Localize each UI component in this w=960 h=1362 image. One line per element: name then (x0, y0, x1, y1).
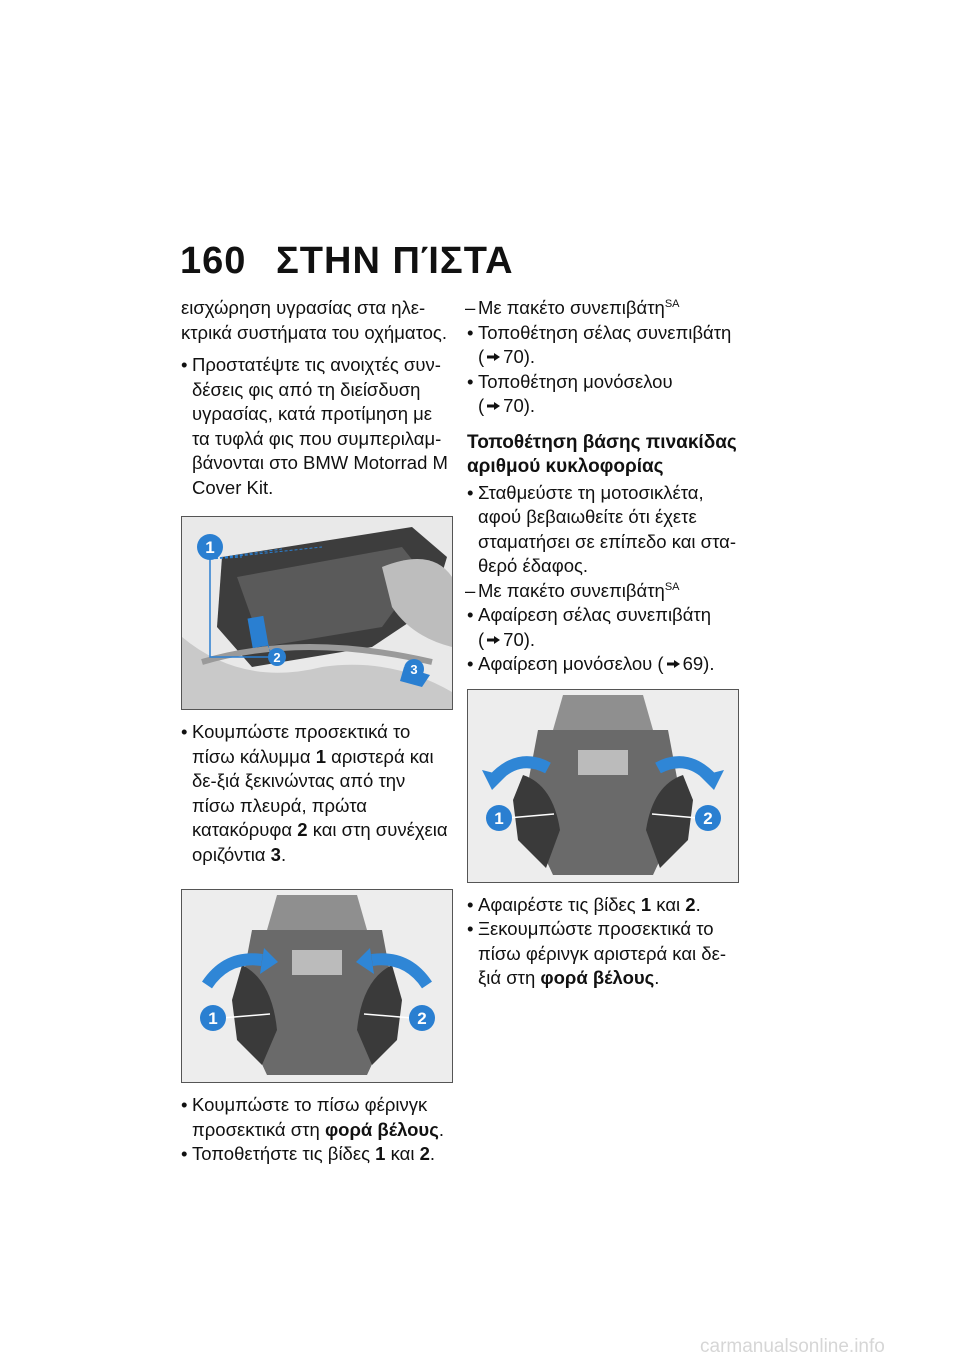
page-header (180, 240, 514, 283)
callout-2-label: 2 (417, 1009, 427, 1028)
figure-rear-cover-clips (181, 516, 453, 710)
step-remove-passenger-seat: • Αφαίρεση σέλας συνεπιβάτη ( 70). (467, 603, 739, 652)
figure-rear-fairing-install (181, 889, 453, 1083)
instruction-clip-fairing: • Κουμπώστε το πίσω φέρινγκ προσεκτικά στη φορά βέλους. (181, 1093, 453, 1142)
step-unclip-fairing: • Ξεκουμπώστε προσεκτικά το πίσω φέρινγκ αριστερά και δε-ξιά στη φορά βέλους. (467, 917, 739, 991)
step-install-passenger-seat: • Τοποθέτηση σέλας συνεπιβάτη ( 70). (467, 321, 739, 370)
instruction-clip-cover: • Κουμπώστε προσεκτικά το πίσω κάλυμμα 1 αριστερά και δε-ξιά ξεκινώντας από την πίσω πλευρά, πρώτα κατακόρυφα 2 και στη συνέχεια οριζόντια 3. (181, 720, 453, 867)
callout-1-label: 1 (205, 538, 215, 557)
callout-2-label: 2 (703, 808, 713, 828)
condition-passenger-pack-2: – Με πακέτο συνεπιβάτη$^{SA}$ (467, 579, 739, 604)
right-column (467, 296, 739, 991)
callout-1-label: 1 (494, 808, 504, 828)
section-heading: Τοποθέτηση βάσης πινακίδας αριθμού κυκλοφορίας (467, 431, 737, 477)
figure-rear-fairing-removal (467, 689, 739, 883)
callout-2-label: 2 (273, 650, 281, 665)
left-column (181, 296, 453, 1167)
page-ref-arrow-icon (487, 353, 500, 361)
intro-text: εισχώρηση υγρασίας στα ηλε-κτρικά συστήματα του οχήματος. (181, 297, 447, 343)
callout-1-label: 1 (208, 1009, 218, 1028)
instruction-install-screws: • Τοποθετήστε τις βίδες 1 και 2. (181, 1142, 453, 1167)
step-park-motorcycle: • Σταθμεύστε τη μοτοσικλέτα, αφού βεβαιωθείτε ότι έχετε σταματήσει σε επίπεδο και στα-θερό έδαφος. (467, 481, 739, 579)
callout-3-label: 3 (410, 662, 418, 677)
page-ref-arrow-icon (667, 660, 680, 668)
step-install-solo-seat: • Τοποθέτηση μονόσελου ( 70). (467, 370, 739, 419)
step-remove-screws: • Αφαιρέστε τις βίδες 1 και 2. (467, 893, 739, 918)
watermark: carmanualsonline.info (700, 1336, 885, 1357)
page-number: 160 (180, 240, 247, 282)
step-remove-solo-seat: • Αφαίρεση μονόσελου ( 69). (467, 652, 739, 677)
condition-passenger-pack: – Με πακέτο συνεπιβάτη$^{SA}$ (467, 296, 739, 321)
instruction-protect-connectors: • Προστατέψτε τις ανοιχτές συν-δέσεις φις από τη διείσδυση υγρασίας, κατά προτίμηση με τα τυφλά φις που συμπεριλαμ-βάνονται στο BMW Motorrad M Cover Kit. (181, 353, 453, 500)
section-title: ΣΤΗΝ ΠΊΣΤΑ (276, 240, 514, 282)
page-ref-arrow-icon (487, 402, 500, 410)
page-ref-arrow-icon (487, 636, 500, 644)
